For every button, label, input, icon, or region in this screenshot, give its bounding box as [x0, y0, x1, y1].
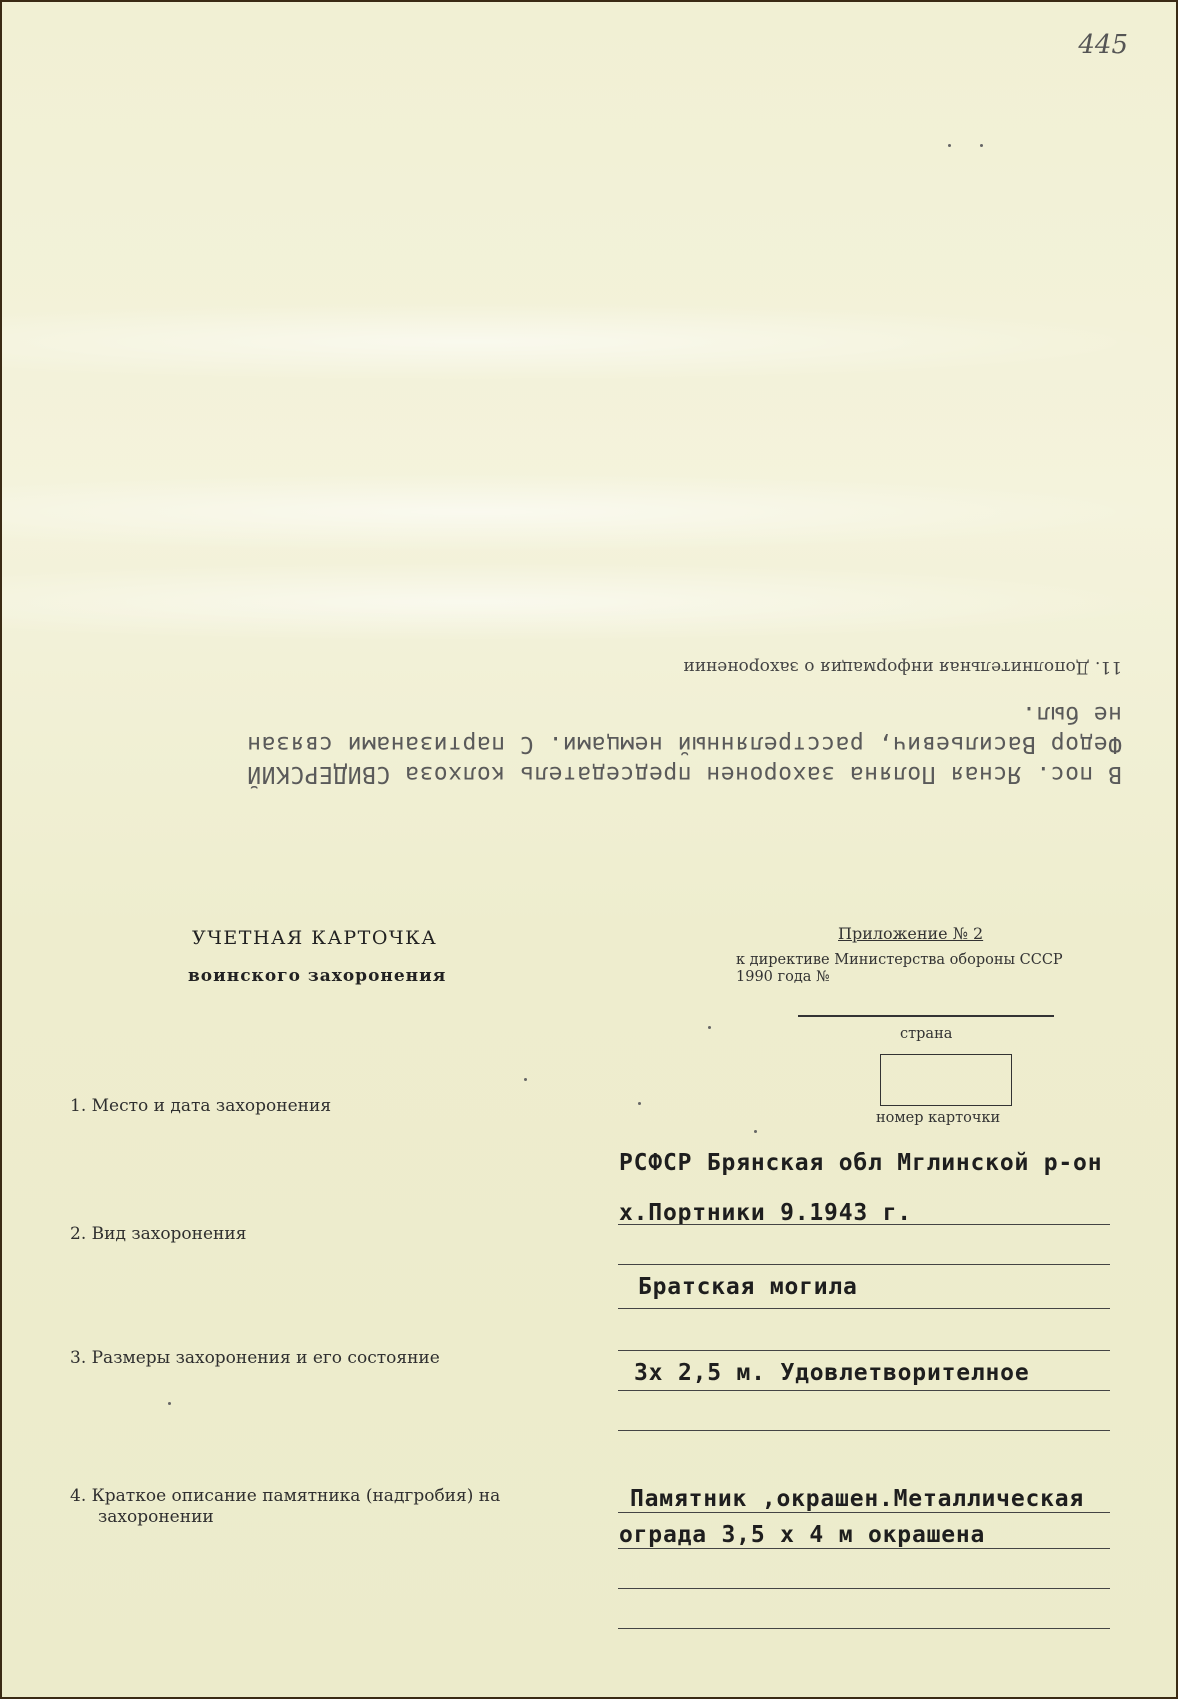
card-subtitle: воинского захоронения [188, 966, 447, 986]
directive-line: к директиве Министерства обороны СССР [736, 952, 1063, 968]
field-rule [618, 1588, 1110, 1589]
card-number-label: номер карточки [876, 1110, 1001, 1126]
ink-speck [948, 144, 951, 147]
ink-speck [754, 1130, 757, 1133]
ink-speck [638, 1102, 641, 1105]
field-1-label: 1. Место и дата захоронения [70, 1096, 332, 1116]
field-rule [618, 1548, 1110, 1549]
country-label: страна [900, 1026, 953, 1042]
field-1-value-line2: х.Портники 9.1943 г. [619, 1200, 912, 1226]
ink-speck [524, 1078, 527, 1081]
field-rule [618, 1264, 1110, 1265]
directive-line: 1990 года № [736, 969, 830, 985]
field-rule [618, 1512, 1110, 1513]
paper-crease [2, 472, 1176, 552]
field-4-value-line1: Памятник ,окрашен.Металлическая [630, 1486, 1085, 1512]
reverse-typed-line: не был. [1021, 701, 1122, 727]
reverse-section-label: 11. Дополнительная информация о захоронении [683, 657, 1122, 677]
reverse-side-block [62, 657, 1122, 789]
field-rule [618, 1224, 1110, 1225]
field-1-value-line1: РСФСР Брянская обл Мглинской р-он [619, 1150, 1103, 1176]
ink-speck [708, 1026, 711, 1029]
field-rule [618, 1628, 1110, 1629]
field-4-label-line2: захоронении [98, 1507, 214, 1527]
reverse-typed-line: Федор Васильевич, расстрелянный немцами. С партизанами связан [246, 731, 1122, 757]
field-4-label-line1: 4. Краткое описание памятника (надгробия) на [70, 1486, 501, 1506]
reverse-typed-line: В пос. Ясная Поляна захоронен председатель колхоза СВИДЕРСКИЙ [246, 761, 1122, 787]
folio-number: 445 [1078, 30, 1128, 60]
field-rule [618, 1390, 1110, 1391]
field-3-label: 3. Размеры захоронения и его состояние [70, 1348, 440, 1368]
ink-speck [980, 144, 983, 147]
field-rule [618, 1350, 1110, 1351]
appendix-label: Приложение № 2 [838, 924, 984, 943]
field-rule [618, 1430, 1110, 1431]
field-3-value: 3х 2,5 м. Удовлетворителное [634, 1360, 1030, 1386]
field-2-label: 2. Вид захоронения [70, 1224, 247, 1244]
field-4-value-line2: ограда 3,5 х 4 м окрашена [619, 1522, 986, 1548]
country-field-line [798, 1015, 1054, 1017]
field-2-value: Братская могила [638, 1274, 858, 1300]
directive-text [736, 952, 1116, 986]
card-number-box [880, 1054, 1012, 1106]
paper-crease [2, 302, 1176, 382]
card-title: УЧЕТНАЯ КАРТОЧКА [192, 927, 438, 949]
ink-speck [168, 1402, 171, 1405]
field-rule [618, 1308, 1110, 1309]
paper-crease [2, 562, 1176, 642]
